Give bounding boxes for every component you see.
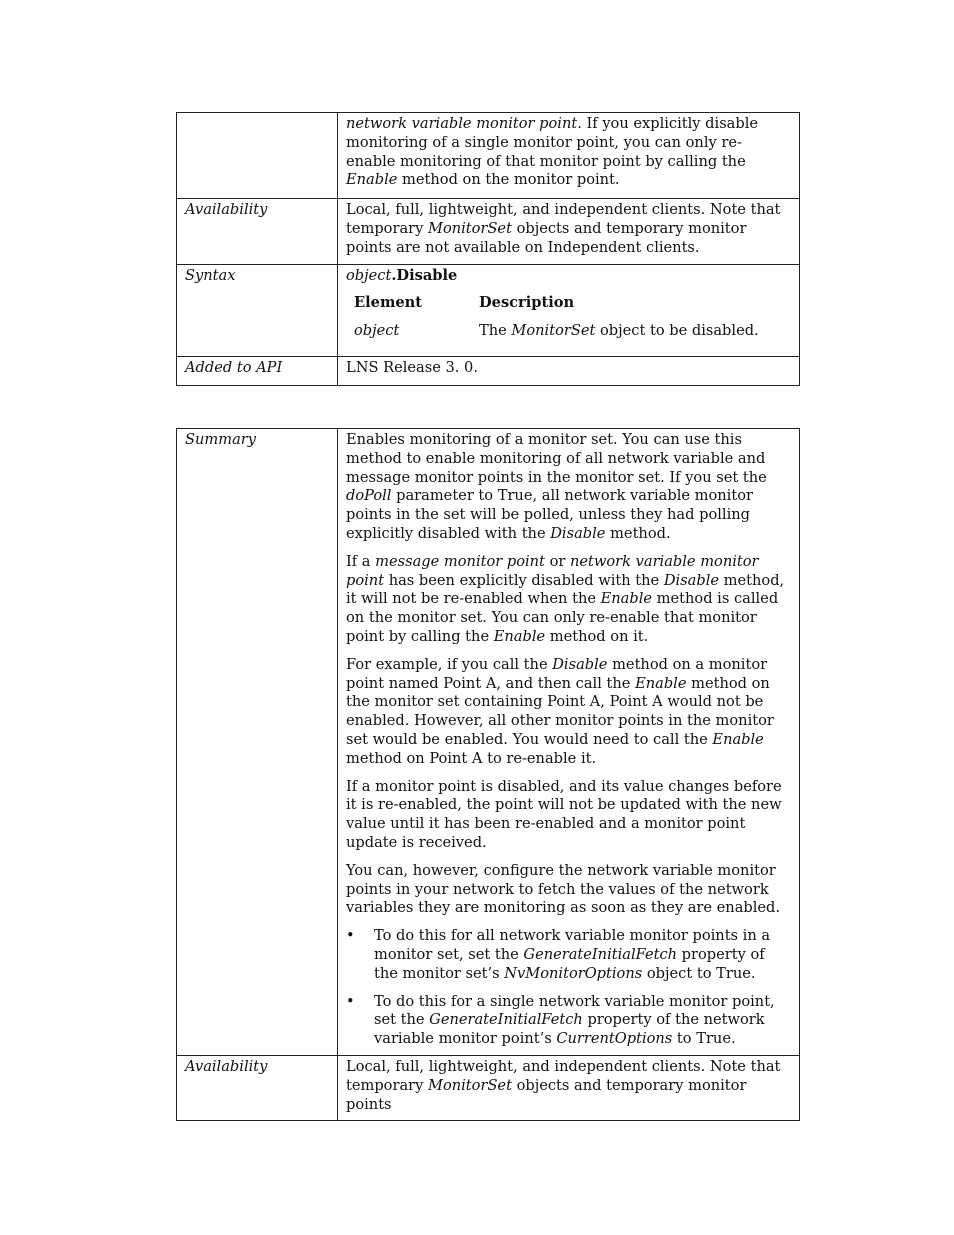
table-row — [177, 1055, 800, 1120]
list-item: • To do this for a single network variable monitor point, set the GenerateInitialFetch property of the network variable monitor point’s CurrentOptions to True. — [346, 992, 775, 1048]
bullet-icon: • — [346, 992, 355, 1010]
row-label-availability: Availability — [177, 199, 338, 265]
continuation-text: network variable monitor point. If you explicitly disable monitoring of a single monitor point, you can only re-enable monitoring of that monitor point by calling the Enable method on the monitor point. — [338, 113, 800, 199]
row-label-summary: Summary — [177, 429, 338, 1056]
parameter-header — [346, 294, 791, 322]
row-label-empty — [177, 113, 338, 199]
summary-cell — [338, 429, 800, 1056]
method-table-enable — [176, 428, 800, 1121]
table-row — [177, 357, 800, 386]
summary-paragraph-4: If a monitor point is disabled, and its value changes before it is re-enabled, the point will not be updated with the new value until it has been re-enabled and a monitor point update is received. — [346, 777, 782, 851]
param-name: object — [354, 321, 400, 339]
summary-paragraph-1: Enables monitoring of a monitor set. You can use this method to enable monitoring of all network variable and message monitor points in the monitor set. If you set the doPoll parameter to True, all network variable monitor points in the set will be polled, unless they had polling explicitly disabled with the Disable method. — [346, 431, 767, 542]
syntax-cell — [338, 265, 800, 357]
parameter-table — [346, 294, 791, 350]
row-label-syntax: Syntax — [177, 265, 338, 357]
availability-text: Local, full, lightweight, and independent clients. Note that temporary MonitorSet objects and temporary monitor points are not available on Independent clients. — [338, 199, 800, 265]
summary-paragraph-3: For example, if you call the Disable method on a monitor point named Point A, and then call the Enable method on the monitor set containing Point A, Point A would not be enabled. However, all other monitor points in the monitor set would be enabled. You would need to call the Enable method on Point A to re-enable it. — [346, 655, 774, 767]
parameter-row — [346, 322, 791, 350]
summary-paragraph-2: If a message monitor point or network variable monitor point has been explicitly disabled with the Disable method, it will not be re-enabled when the Enable method is called on the monitor set. You can only re-enable that monitor point by calling the Enable method on it. — [346, 552, 785, 645]
table-row — [177, 199, 800, 265]
row-label-added: Added to API — [177, 357, 338, 386]
syntax-code: object.Disable — [346, 267, 458, 284]
list-item: • To do this for all network variable monitor points in a monitor set, set the GenerateInitialFetch property of the monitor set’s NvMonitorOptions object to True. — [346, 927, 771, 982]
summary-paragraph-5: You can, however, configure the network variable monitor points in your network to fetch the values of the network variables they are monitoring as soon as they are enabled. — [346, 861, 781, 917]
added-value: LNS Release 3. 0. — [338, 357, 800, 386]
table-row — [177, 113, 800, 199]
table-row — [177, 265, 800, 357]
header-element: Element — [354, 293, 423, 311]
table-row — [177, 429, 800, 1056]
method-table-disable — [176, 112, 800, 386]
bullet-list — [346, 927, 791, 1049]
bullet-icon: • — [346, 927, 355, 945]
row-label-availability: Availability — [177, 1055, 338, 1120]
param-description: The MonitorSet object to be disabled. — [479, 321, 759, 339]
availability-text: Local, full, lightweight, and independent clients. Note that temporary MonitorSet objects and temporary monitor points — [338, 1055, 800, 1120]
header-description: Description — [479, 293, 575, 311]
